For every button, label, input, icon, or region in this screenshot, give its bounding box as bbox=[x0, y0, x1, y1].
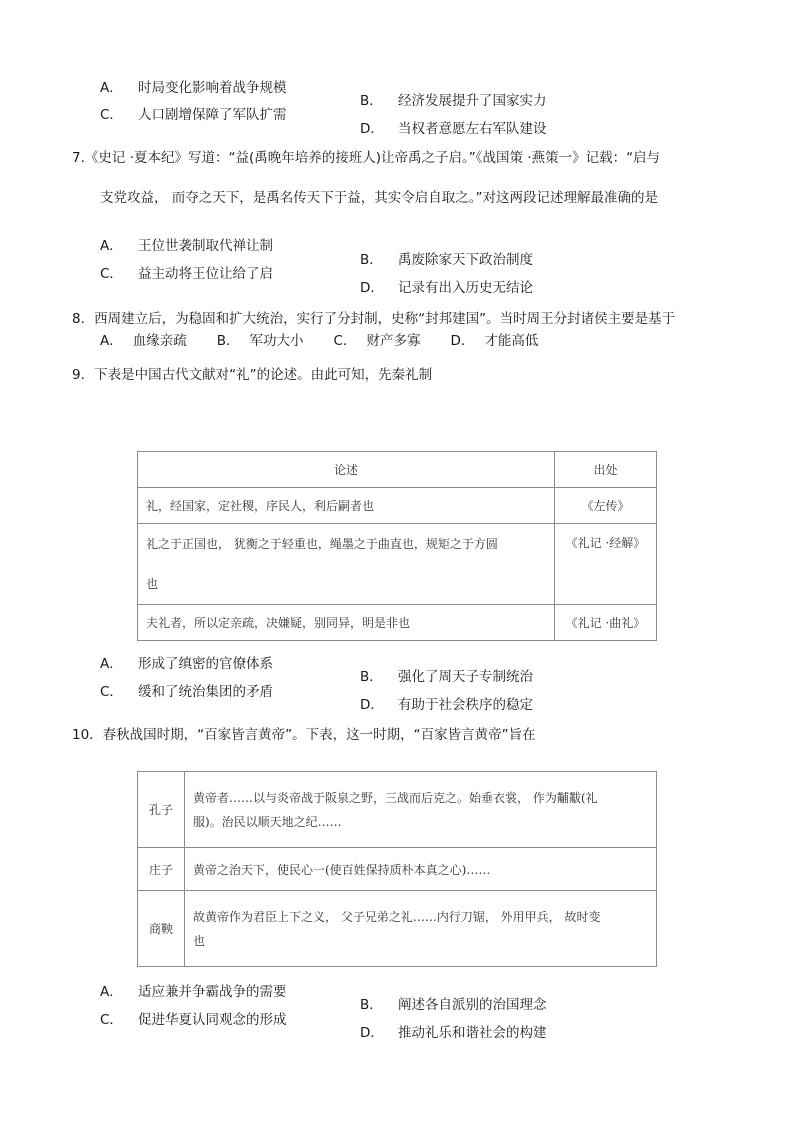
option-letter: C． bbox=[333, 333, 357, 349]
option-letter: D． bbox=[360, 121, 384, 137]
q7-stem-line1: 7.《史记 ·夏本纪》写道：“益(禹晚年培养的接班人)让帝禹之子启。”《战国策 ·燕策一》记载：“启与 bbox=[72, 150, 661, 166]
q10-row2-text: 黄帝之治天下，使民心一(使百姓保持质朴本真之心)…… bbox=[185, 848, 657, 891]
option-letter: D． bbox=[450, 333, 475, 349]
option-text: 形成了缜密的官僚体系 bbox=[138, 656, 273, 672]
table-row bbox=[138, 772, 657, 848]
q9-option-c[interactable] bbox=[100, 683, 273, 701]
q10-row1-text bbox=[185, 772, 657, 848]
q10-option-c[interactable] bbox=[100, 1011, 287, 1029]
option-letter: B． bbox=[360, 669, 383, 685]
q10-row3-text bbox=[185, 891, 657, 967]
table-row bbox=[138, 891, 657, 967]
table-row bbox=[138, 488, 657, 524]
option-text: 经济发展提升了国家实力 bbox=[398, 93, 547, 109]
q9-header-source: 出处 bbox=[555, 452, 657, 488]
option-text: 有助于社会秩序的稳定 bbox=[398, 697, 533, 713]
q10-row3-who: 商鞅 bbox=[138, 891, 185, 967]
q8-options bbox=[100, 332, 568, 350]
q10-table bbox=[137, 771, 657, 967]
option-letter: C． bbox=[100, 266, 123, 282]
option-letter: A． bbox=[100, 238, 123, 254]
option-text: 军功大小 bbox=[249, 333, 304, 349]
q6-option-c[interactable] bbox=[100, 106, 287, 124]
q10-stem: 10．春秋战国时期，“百家皆言黄帝”。下表，这一时期，“百家皆言黄帝”旨在 bbox=[72, 727, 536, 743]
option-text: 财产多寡 bbox=[366, 333, 421, 349]
table-row bbox=[138, 605, 657, 641]
q6-option-a[interactable] bbox=[100, 79, 287, 97]
q10-row2-who: 庄子 bbox=[138, 848, 185, 891]
option-letter: B． bbox=[360, 252, 383, 268]
q6-option-d[interactable] bbox=[360, 120, 547, 138]
q9-option-b[interactable] bbox=[360, 668, 533, 686]
option-text: 益主动将王位让给了启 bbox=[138, 266, 273, 282]
q8-option-b[interactable] bbox=[217, 332, 304, 350]
q9-stem: 9．下表是中国古代文献对“礼”的论述。由此可知，先秦礼制 bbox=[72, 367, 433, 383]
option-letter: B． bbox=[216, 333, 240, 349]
option-text: 禹废除家天下政治制度 bbox=[398, 252, 533, 268]
q9-row2-source: 《礼记 ·经解》 bbox=[555, 524, 657, 605]
option-letter: C． bbox=[100, 1012, 123, 1028]
q7-stem-line2: 支党攻益， 而夺之天下，是禹名传天下于益，其实令启自取之。”对这两段记述理解最准确的是 bbox=[100, 190, 659, 206]
option-letter: D． bbox=[360, 280, 384, 296]
q10-option-b[interactable] bbox=[360, 996, 547, 1014]
q9-header-statement: 论述 bbox=[138, 452, 555, 488]
q7-option-c[interactable] bbox=[100, 265, 273, 283]
q10-option-d[interactable] bbox=[360, 1024, 547, 1042]
option-text: 强化了周天子专制统治 bbox=[398, 669, 533, 685]
option-text: 阐述各自派别的治国理念 bbox=[398, 997, 547, 1013]
q9-row2-line1: 礼之于正国也， 犹衡之于轻重也，绳墨之于曲直也，规矩之于方圆 bbox=[146, 537, 498, 551]
q6-option-b[interactable] bbox=[360, 92, 547, 110]
q10-row1-line1: 黄帝者……以与炎帝战于阪泉之野，三战而后克之。始垂衣裳， 作为黼黻(礼 bbox=[193, 790, 598, 805]
option-letter: A． bbox=[100, 984, 123, 1000]
option-text: 记录有出入历史无结论 bbox=[398, 280, 533, 296]
q8-stem: 8．西周建立后，为稳固和扩大统治，实行了分封制，史称“封邦建国”。当时周王分封诸侯主要是基于 bbox=[72, 311, 676, 327]
option-letter: A． bbox=[100, 656, 123, 672]
option-letter: B． bbox=[360, 93, 383, 109]
option-text: 当权者意愿左右军队建设 bbox=[398, 121, 547, 137]
table-row bbox=[138, 524, 657, 605]
option-text: 血缘亲疏 bbox=[132, 333, 187, 349]
q9-row1-text: 礼，经国家，定社稷，序民人，利后嗣者也 bbox=[138, 488, 555, 524]
q9-row3-source: 《礼记 ·曲礼》 bbox=[555, 605, 657, 641]
option-letter: D． bbox=[360, 1025, 384, 1041]
q10-row3-line1: 故黄帝作为君臣上下之义， 父子兄弟之礼……内行刀锯， 外用甲兵， 故时变 bbox=[193, 909, 601, 924]
q9-row3-text: 夫礼者，所以定亲疏，决嫌疑，别同异，明是非也 bbox=[138, 605, 555, 641]
option-text: 缓和了统治集团的矛盾 bbox=[138, 684, 273, 700]
option-text: 人口剧增保障了军队扩需 bbox=[138, 107, 287, 123]
q8-option-a[interactable] bbox=[100, 332, 187, 350]
option-letter: D． bbox=[360, 697, 384, 713]
q10-row3-line2: 也 bbox=[193, 933, 206, 948]
option-text: 促进华夏认同观念的形成 bbox=[138, 1012, 287, 1028]
q9-option-d[interactable] bbox=[360, 696, 533, 714]
table-row bbox=[138, 848, 657, 891]
q9-row2-text bbox=[138, 524, 555, 605]
option-text: 才能高低 bbox=[484, 333, 539, 349]
option-text: 王位世袭制取代禅让制 bbox=[138, 238, 273, 254]
q9-row1-source: 《左传》 bbox=[555, 488, 657, 524]
q8-option-c[interactable] bbox=[334, 332, 421, 350]
q8-option-d[interactable] bbox=[450, 332, 538, 350]
q7-option-b[interactable] bbox=[360, 251, 533, 269]
q10-option-a[interactable] bbox=[100, 983, 287, 1001]
q7-option-d[interactable] bbox=[360, 279, 533, 297]
option-text: 适应兼并争霸战争的需要 bbox=[138, 984, 287, 1000]
option-letter: A． bbox=[100, 333, 123, 349]
option-text: 时局变化影响着战争规模 bbox=[138, 80, 287, 96]
option-letter: C． bbox=[100, 107, 123, 123]
q9-table bbox=[137, 451, 657, 641]
q10-row1-who: 孔子 bbox=[138, 772, 185, 848]
option-letter: A． bbox=[100, 80, 123, 96]
option-text: 推动礼乐和谐社会的构建 bbox=[398, 1025, 547, 1041]
option-letter: B． bbox=[360, 997, 383, 1013]
q9-option-a[interactable] bbox=[100, 655, 273, 673]
q7-option-a[interactable] bbox=[100, 237, 273, 255]
q9-row2-line2: 也 bbox=[146, 577, 159, 591]
option-letter: C． bbox=[100, 684, 123, 700]
q10-row1-line2: 服)。治民以顺天地之纪…… bbox=[193, 814, 342, 829]
